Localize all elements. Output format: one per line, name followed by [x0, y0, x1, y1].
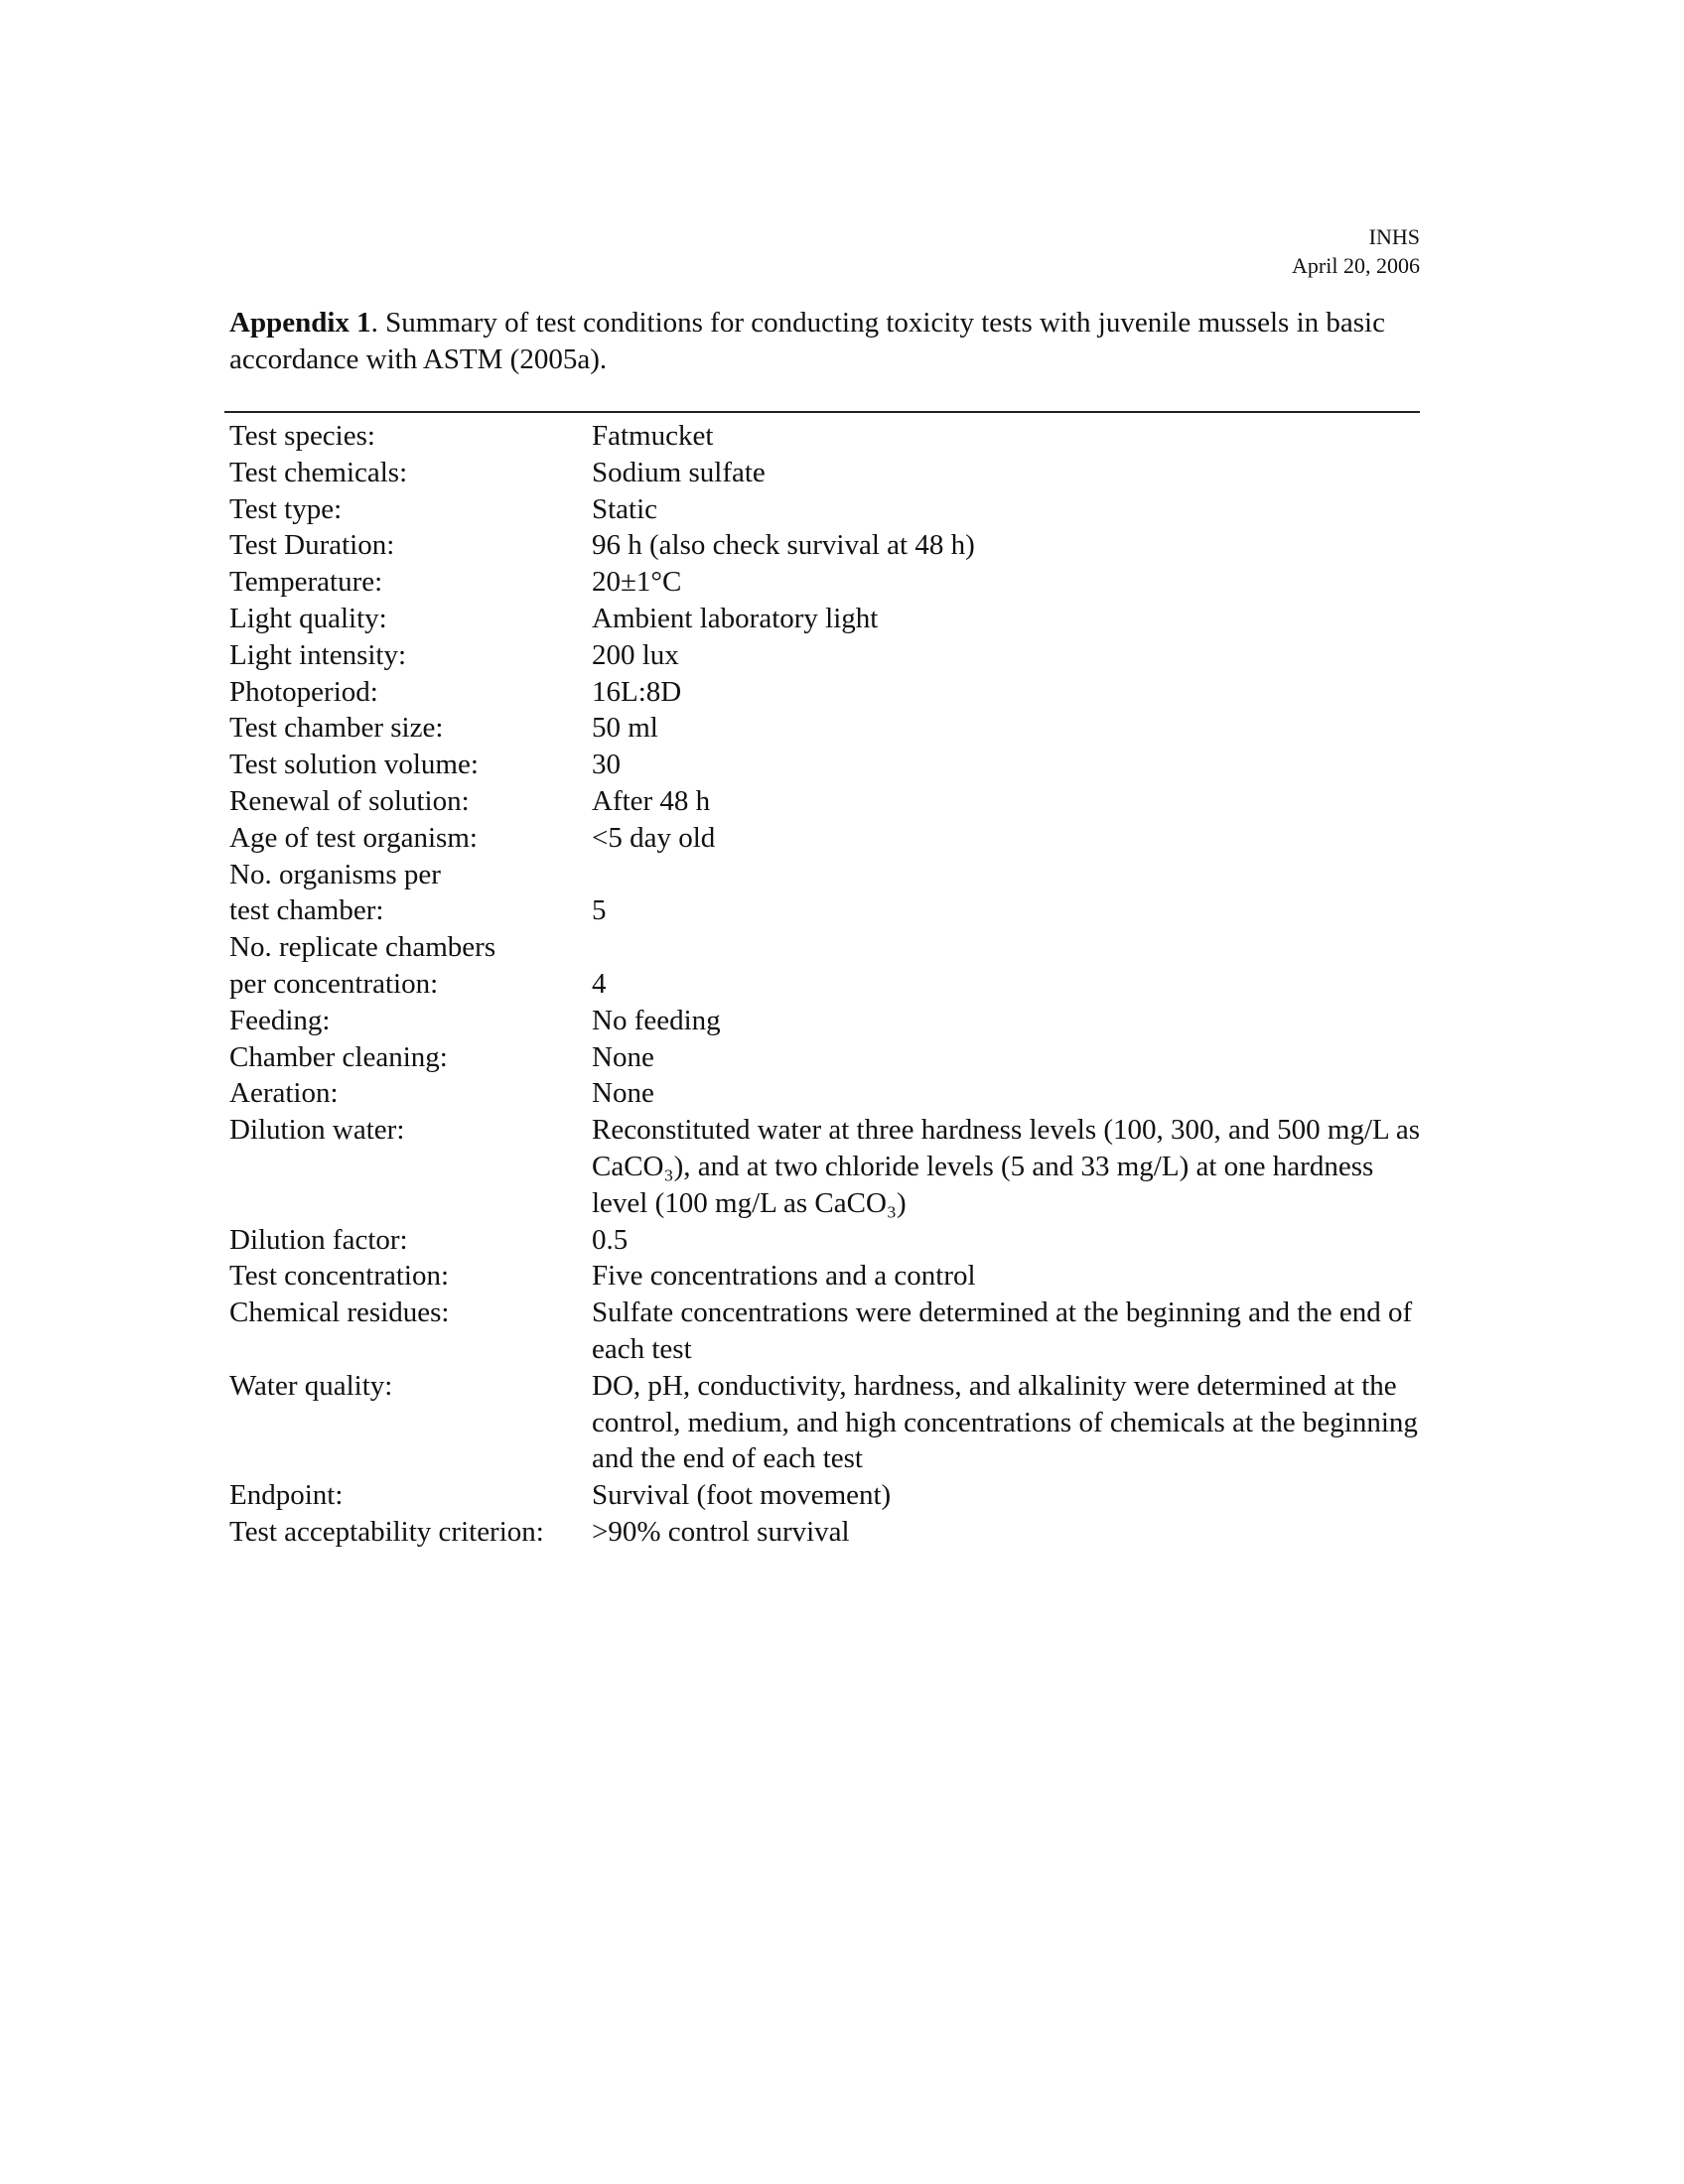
row-label: No. replicate chambers per concentration: — [229, 931, 496, 1000]
row-label: Aeration: — [229, 1077, 339, 1110]
row-value: Fatmucket — [592, 420, 714, 452]
row-value: 16L:8D — [592, 675, 682, 708]
test-conditions-table — [229, 418, 1436, 1551]
table-row — [229, 1112, 1436, 1221]
table-row — [229, 491, 1436, 528]
table-row — [229, 1222, 1436, 1259]
table-row — [229, 820, 1436, 857]
row-value: 20±1°C — [592, 566, 682, 599]
row-label: Endpoint: — [229, 1479, 344, 1512]
table-row — [229, 1295, 1436, 1368]
table-row — [229, 929, 1436, 1003]
table-row — [229, 674, 1436, 711]
row-label: Test type: — [229, 492, 343, 525]
row-label: Test concentration: — [229, 1260, 450, 1293]
row-value: 200 lux — [592, 638, 679, 671]
row-value: Static — [592, 492, 658, 525]
row-label: Renewal of solution: — [229, 784, 470, 817]
table-top-rule — [224, 411, 1420, 413]
row-value: 4 — [592, 967, 607, 1000]
row-value: 5 — [592, 894, 607, 927]
row-label: Test chamber size: — [229, 712, 444, 745]
table-row — [229, 418, 1436, 455]
row-value: >90% control survival — [592, 1515, 850, 1548]
row-value: Sodium sulfate — [592, 456, 766, 488]
table-row — [229, 747, 1436, 783]
table-row — [229, 527, 1436, 564]
row-label: Light intensity: — [229, 638, 407, 671]
row-label: Chamber cleaning: — [229, 1040, 448, 1073]
caption-label: Appendix 1 — [229, 307, 371, 339]
row-value: 30 — [592, 749, 621, 781]
table-row — [229, 1003, 1436, 1039]
table-row — [229, 1039, 1436, 1076]
table-row — [229, 710, 1436, 747]
row-label: Dilution water: — [229, 1114, 405, 1147]
row-label: Temperature: — [229, 566, 383, 599]
row-label: Test species: — [229, 420, 375, 452]
row-label: Test Duration: — [229, 529, 395, 562]
header-date: April 20, 2006 — [1292, 253, 1420, 278]
row-label: No. organisms per test chamber: — [229, 858, 441, 927]
row-value: DO, pH, conductivity, hardness, and alkalinity were determined at the control, medium, and high concentrations of chemicals at the beginning and the end of each test — [592, 1369, 1418, 1475]
row-value: 50 ml — [592, 712, 658, 745]
table-row — [229, 1514, 1436, 1551]
row-value: Reconstituted water at three hardness levels (100, 300, and 500 mg/L as CaCO₃), and at two chloride levels (5 and 33 mg/L) at one hardness level (100 mg/L as CaCO₃) — [592, 1114, 1421, 1219]
row-label: Chemical residues: — [229, 1297, 450, 1329]
row-label: Test chemicals: — [229, 456, 408, 488]
row-value: After 48 h — [592, 784, 711, 817]
table-row — [229, 1368, 1436, 1477]
table-caption — [229, 305, 1421, 378]
row-value: No feeding — [592, 1004, 721, 1036]
caption-text: . Summary of test conditions for conducting toxicity tests with juvenile mussels in basic accordance with ASTM (2005a). — [229, 307, 1385, 375]
row-label: Light quality: — [229, 602, 387, 634]
page-header — [1292, 222, 1420, 280]
table-row — [229, 1258, 1436, 1295]
row-value: 0.5 — [592, 1223, 629, 1256]
table-row — [229, 857, 1436, 930]
table-row — [229, 564, 1436, 601]
row-label: Test solution volume: — [229, 749, 479, 781]
table-row — [229, 601, 1436, 637]
table-row — [229, 1075, 1436, 1112]
row-value: Ambient laboratory light — [592, 602, 879, 634]
row-value: None — [592, 1077, 654, 1110]
row-label: Test acceptability criterion: — [229, 1515, 544, 1548]
table-row — [229, 783, 1436, 820]
table-row — [229, 637, 1436, 674]
row-value: 96 h (also check survival at 48 h) — [592, 529, 975, 562]
header-org: INHS — [1368, 224, 1420, 249]
table-row — [229, 455, 1436, 491]
row-value: <5 day old — [592, 821, 716, 854]
row-value: Sulfate concentrations were determined at the beginning and the end of each test — [592, 1297, 1413, 1365]
table-row — [229, 1477, 1436, 1514]
row-value: None — [592, 1040, 654, 1073]
row-label: Age of test organism: — [229, 821, 478, 854]
row-label: Feeding: — [229, 1004, 331, 1036]
row-label: Water quality: — [229, 1369, 393, 1402]
row-label: Dilution factor: — [229, 1223, 408, 1256]
row-label: Photoperiod: — [229, 675, 378, 708]
row-value: Survival (foot movement) — [592, 1479, 892, 1512]
row-value: Five concentrations and a control — [592, 1260, 976, 1293]
